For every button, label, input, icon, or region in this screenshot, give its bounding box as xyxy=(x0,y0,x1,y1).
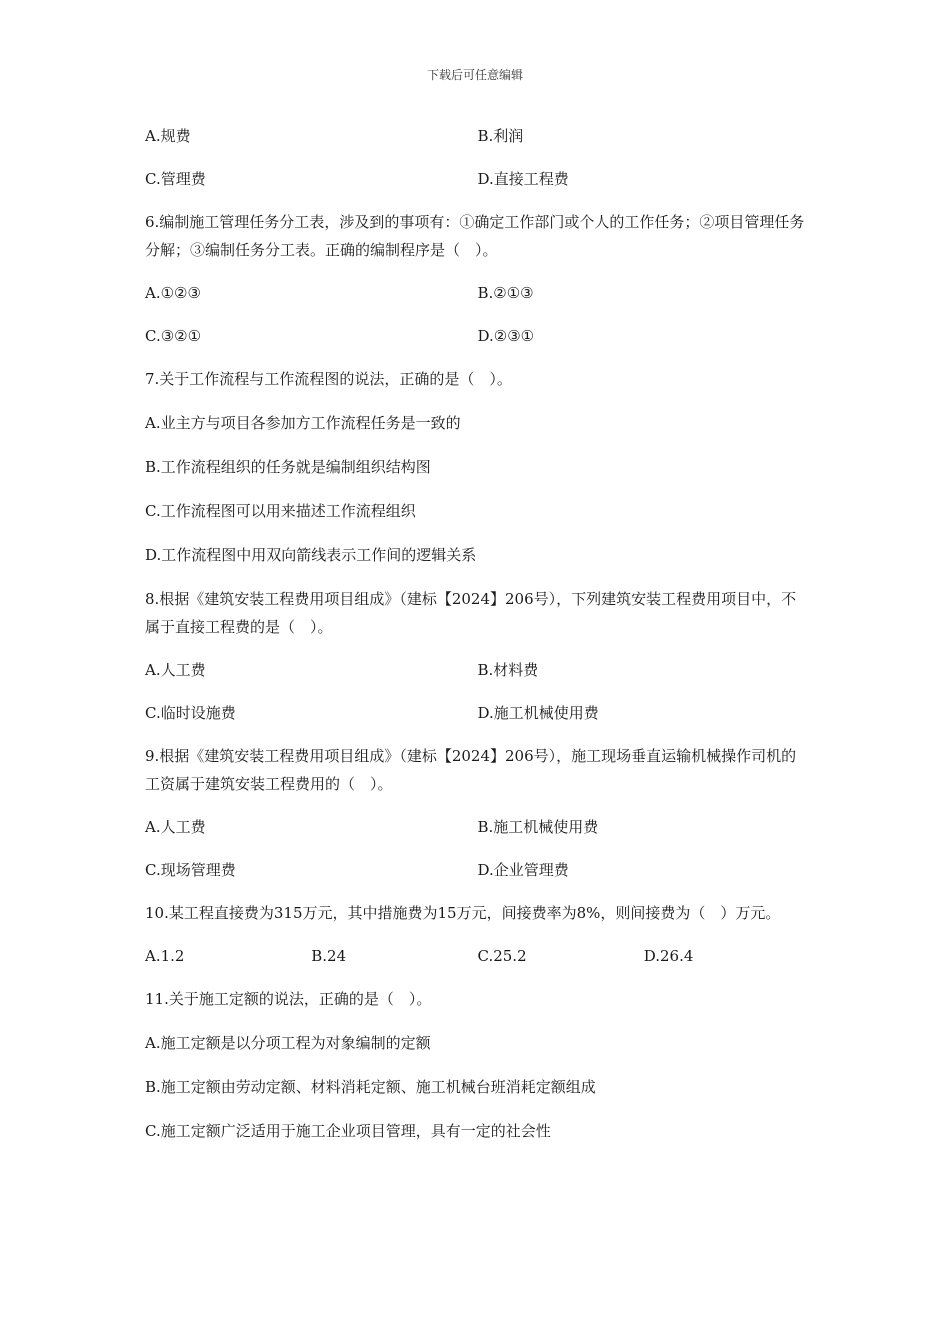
question-8: 8.根据《建筑安装工程费用项目组成》（建标【2024】206号），下列建筑安装工程费用项目中，不属于直接工程费的是（ ）。 xyxy=(145,590,797,636)
option-row xyxy=(145,322,810,350)
question-11: 11.关于施工定额的说法，正确的是（ ）。 xyxy=(145,990,432,1008)
option-row xyxy=(145,656,810,684)
question-10: 10.某工程直接费为315万元，其中措施费为15万元，间接费率为8%，则间接费为（ ）万元。 xyxy=(145,904,781,922)
option: A.①②③ xyxy=(145,284,201,302)
option-row xyxy=(145,122,810,150)
option: C.25.2 xyxy=(477,947,527,965)
option: C.临时设施费 xyxy=(145,704,236,722)
option-row xyxy=(145,942,810,970)
option: D.②③① xyxy=(477,327,535,345)
option: C.③②① xyxy=(145,327,202,345)
option-line: D.工作流程图中用双向箭线表示工作间的逻辑关系 xyxy=(145,546,477,564)
document-body xyxy=(145,122,810,1145)
option: B.24 xyxy=(311,947,347,965)
option: A.人工费 xyxy=(145,661,206,679)
option: A.规费 xyxy=(145,127,191,145)
option-row xyxy=(145,279,810,307)
option: C.管理费 xyxy=(145,170,206,188)
option-line: A.业主方与项目各参加方工作流程任务是一致的 xyxy=(145,414,461,432)
option-line: B.工作流程组织的任务就是编制组织结构图 xyxy=(145,458,431,476)
option: B.②①③ xyxy=(477,284,534,302)
option: B.材料费 xyxy=(477,661,539,679)
option-row xyxy=(145,165,810,193)
option-line: C.工作流程图可以用来描述工作流程组织 xyxy=(145,502,416,520)
option: D.企业管理费 xyxy=(477,861,569,879)
option-row xyxy=(145,699,810,727)
option-line: A.施工定额是以分项工程为对象编制的定额 xyxy=(145,1034,431,1052)
option-line: B.施工定额由劳动定额、材料消耗定额、施工机械台班消耗定额组成 xyxy=(145,1078,596,1096)
question-9: 9.根据《建筑安装工程费用项目组成》（建标【2024】206号），施工现场垂直运输机械操作司机的工资属于建筑安装工程费用的（ ）。 xyxy=(145,747,797,793)
option: D.直接工程费 xyxy=(477,170,569,188)
question-6: 6.编制施工管理任务分工表，涉及到的事项有：①确定工作部门或个人的工作任务；②项目管理任务分解；③编制任务分工表。正确的编制程序是（ ）。 xyxy=(145,213,805,259)
option: B.利润 xyxy=(477,127,524,145)
option: D.施工机械使用费 xyxy=(477,704,599,722)
option: B.施工机械使用费 xyxy=(477,818,599,836)
option: C.现场管理费 xyxy=(145,861,236,879)
option-row xyxy=(145,813,810,841)
option: D.26.4 xyxy=(643,947,694,965)
option: A.1.2 xyxy=(145,947,185,965)
option-line: C.施工定额广泛适用于施工企业项目管理，具有一定的社会性 xyxy=(145,1122,551,1140)
option: A.人工费 xyxy=(145,818,206,836)
question-7: 7.关于工作流程与工作流程图的说法，正确的是（ ）。 xyxy=(145,370,512,388)
page-header: 下载后可任意编辑 xyxy=(426,68,523,82)
option-row xyxy=(145,856,810,884)
